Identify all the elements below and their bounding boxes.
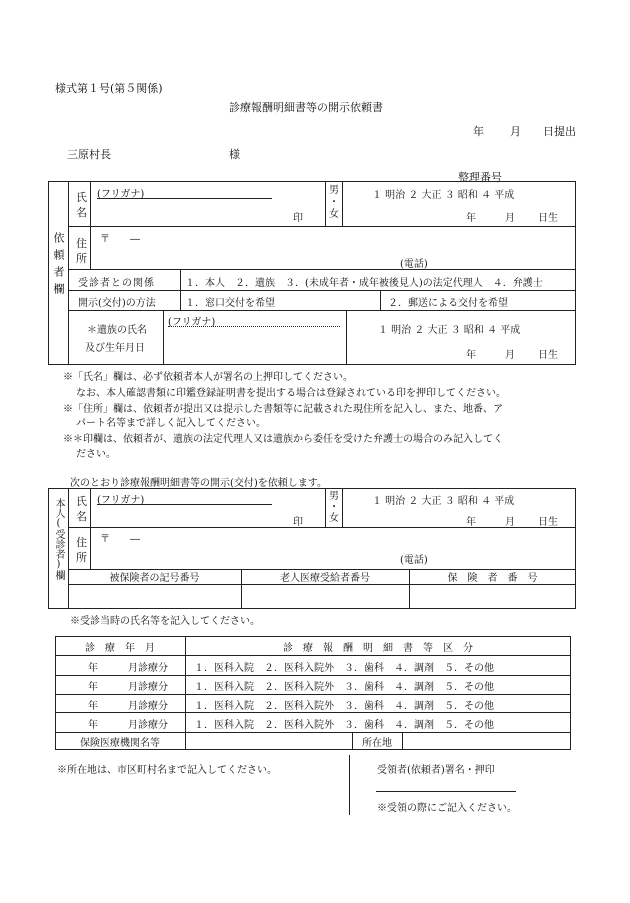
note-line: ※「氏名」欄は、必ず依頼者本人が署名の上押印してください。 xyxy=(63,372,353,383)
deceased-birth-year: 年 xyxy=(466,350,476,361)
patient-section-label: 本人(受診者)欄 xyxy=(53,498,64,580)
submit-year: 年 xyxy=(473,125,484,138)
requester-furigana-field[interactable] xyxy=(97,184,272,199)
addressee: 三原村長 xyxy=(67,148,111,161)
deceased-birth-day: 日生 xyxy=(538,350,558,361)
submit-day: 日提出 xyxy=(543,125,576,138)
patient-seal: 印 xyxy=(293,517,303,528)
receiver-signature-field[interactable] xyxy=(376,778,516,792)
treatment-category-header: 診 療 報 酬 明 細 書 等 区 分 xyxy=(283,642,473,654)
note-line: ※「住所」欄は、依頼者が提出又は提示した書類等に記載された現住所を記入し、また、地番、ア xyxy=(63,404,503,415)
reference-number-field[interactable] xyxy=(510,168,567,182)
deceased-era-options[interactable]: １ 明治 ２ 大正 ３ 昭和 ４ 平成 xyxy=(378,325,521,336)
row-year: 年 xyxy=(88,663,98,674)
gender-female[interactable]: 女 xyxy=(329,513,339,524)
deceased-label-1: ＊遺族の氏名 xyxy=(87,325,147,336)
request-sentence: 次のとおり診療報酬明細書等の開示(交付)を依頼します。 xyxy=(70,478,328,489)
gender-dot: ・ xyxy=(329,502,339,513)
method-label: 開示(交付)の方法 xyxy=(78,298,156,309)
patient-name-field[interactable] xyxy=(97,506,287,524)
requester-birth-month: 月 xyxy=(505,213,515,224)
patient-gender[interactable] xyxy=(329,491,339,524)
patient-birth-year: 年 xyxy=(466,517,476,528)
method-counter[interactable]: １．窓口交付を希望 xyxy=(185,298,275,309)
patient-phone-label: (電話) xyxy=(400,555,428,566)
patient-era-options[interactable]: １ 明治 ２ 大正 ３ 昭和 ４ 平成 xyxy=(372,496,515,507)
location-field[interactable] xyxy=(403,733,570,749)
deceased-furigana-label: (フリガナ) xyxy=(168,317,216,328)
insured-number-field[interactable] xyxy=(69,585,240,608)
patient-birth-month: 月 xyxy=(505,517,515,528)
row-categories[interactable]: １．医科入院 ２．医科入院外 ３．歯科 ４．調剤 ５．その他 xyxy=(194,682,494,693)
row-categories[interactable]: １．医科入院 ２．医科入院外 ３．歯科 ４．調剤 ５．その他 xyxy=(194,701,494,712)
insurer-number-field[interactable] xyxy=(410,585,575,608)
requester-era-options[interactable]: １ 明治 ２ 大正 ３ 昭和 ４ 平成 xyxy=(372,190,515,201)
note-line: ださい。 xyxy=(76,449,116,460)
gender-dot: ・ xyxy=(329,197,339,208)
patient-name-label: 氏名 xyxy=(76,495,87,523)
receiver-note: ※受領の際にご記入ください。 xyxy=(377,803,517,814)
elderly-recipient-field[interactable] xyxy=(242,585,408,608)
form-number: 様式第１号(第５関係) xyxy=(55,82,163,95)
requester-phone-label: (電話) xyxy=(400,259,428,270)
gender-female[interactable]: 女 xyxy=(329,209,339,220)
row-month: 月診療分 xyxy=(128,682,168,693)
requester-seal: 印 xyxy=(293,213,303,224)
deceased-label-2: 及び生年月日 xyxy=(85,343,145,354)
requester-postal: 〒 ― xyxy=(100,234,140,245)
row-month: 月診療分 xyxy=(128,701,168,712)
deceased-furigana-field[interactable] xyxy=(168,312,340,327)
requester-gender[interactable] xyxy=(329,185,339,221)
row-categories[interactable]: １．医科入院 ２．医科入院外 ３．歯科 ４．調剤 ５．その他 xyxy=(194,663,494,674)
institution-field[interactable] xyxy=(186,733,351,749)
row-year: 年 xyxy=(88,682,98,693)
patient-furigana-field[interactable] xyxy=(97,490,272,505)
row-year: 年 xyxy=(88,720,98,731)
method-mail[interactable]: ２．郵送による交付を希望 xyxy=(388,298,508,309)
patient-postal: 〒 ― xyxy=(100,534,140,545)
requester-birth-year: 年 xyxy=(466,213,476,224)
requester-furigana-label: (フリガナ) xyxy=(97,189,145,200)
requester-address-field[interactable] xyxy=(95,244,565,264)
note-line: なお、本人確認書類に印鑑登録証明書を提出する場合は登録されている印を押印してください。 xyxy=(76,388,506,399)
receiver-label: 受領者(依頼者)署名・押印 xyxy=(377,765,495,776)
insurer-number-header: 保 険 者 番 号 xyxy=(447,573,538,584)
submit-month: 月 xyxy=(510,125,521,138)
gender-male[interactable]: 男 xyxy=(329,491,339,502)
note-line: ※＊印欄は、依頼者が、遺族の法定代理人又は遺族から委任を受けた弁護士の場合のみ記入してく xyxy=(63,434,503,445)
requester-name-label: 氏名 xyxy=(76,191,87,219)
gender-male[interactable]: 男 xyxy=(329,185,339,196)
patient-address-label: 住所 xyxy=(76,536,87,564)
row-month: 月診療分 xyxy=(128,720,168,731)
institution-label: 保険医療機関名等 xyxy=(80,738,160,749)
relation-label: 受診者との関係 xyxy=(78,278,155,289)
patient-address-field[interactable] xyxy=(95,544,565,564)
row-month: 月診療分 xyxy=(128,663,168,674)
insured-number-header: 被保険者の記号番号 xyxy=(109,573,200,584)
patient-note: ※受診当時の氏名等を記入してください。 xyxy=(70,616,260,627)
patient-furigana-label: (フリガナ) xyxy=(97,495,145,506)
requester-name-field[interactable] xyxy=(97,200,287,222)
location-note: ※所在地は、市区町村名まで記入してください。 xyxy=(57,765,277,776)
elderly-recipient-header: 老人医療受給者番号 xyxy=(280,573,370,584)
addressee-sama: 様 xyxy=(229,148,240,161)
location-label: 所在地 xyxy=(362,738,392,749)
deceased-birth-month: 月 xyxy=(505,350,515,361)
patient-birth-day: 日生 xyxy=(538,517,558,528)
note-line: パート名等まで詳しく記入してください。 xyxy=(76,418,266,429)
relation-options[interactable]: １．本人 ２．遺族 ３．(未成年者・成年被後見人)の法定代理人 ４．弁護士 xyxy=(185,278,543,289)
requester-address-label: 住所 xyxy=(76,237,87,265)
row-year: 年 xyxy=(88,701,98,712)
requester-birth-day: 日生 xyxy=(538,213,558,224)
treatment-month-header: 診 療 年 月 xyxy=(85,642,155,654)
page-title: 診療報酬明細書等の開示依頼書 xyxy=(229,101,383,114)
reference-number-label: 整理番号 xyxy=(458,171,502,184)
row-categories[interactable]: １．医科入院 ２．医科入院外 ３．歯科 ４．調剤 ５．その他 xyxy=(194,720,494,731)
requester-section-label: 依頼者欄 xyxy=(52,232,65,300)
